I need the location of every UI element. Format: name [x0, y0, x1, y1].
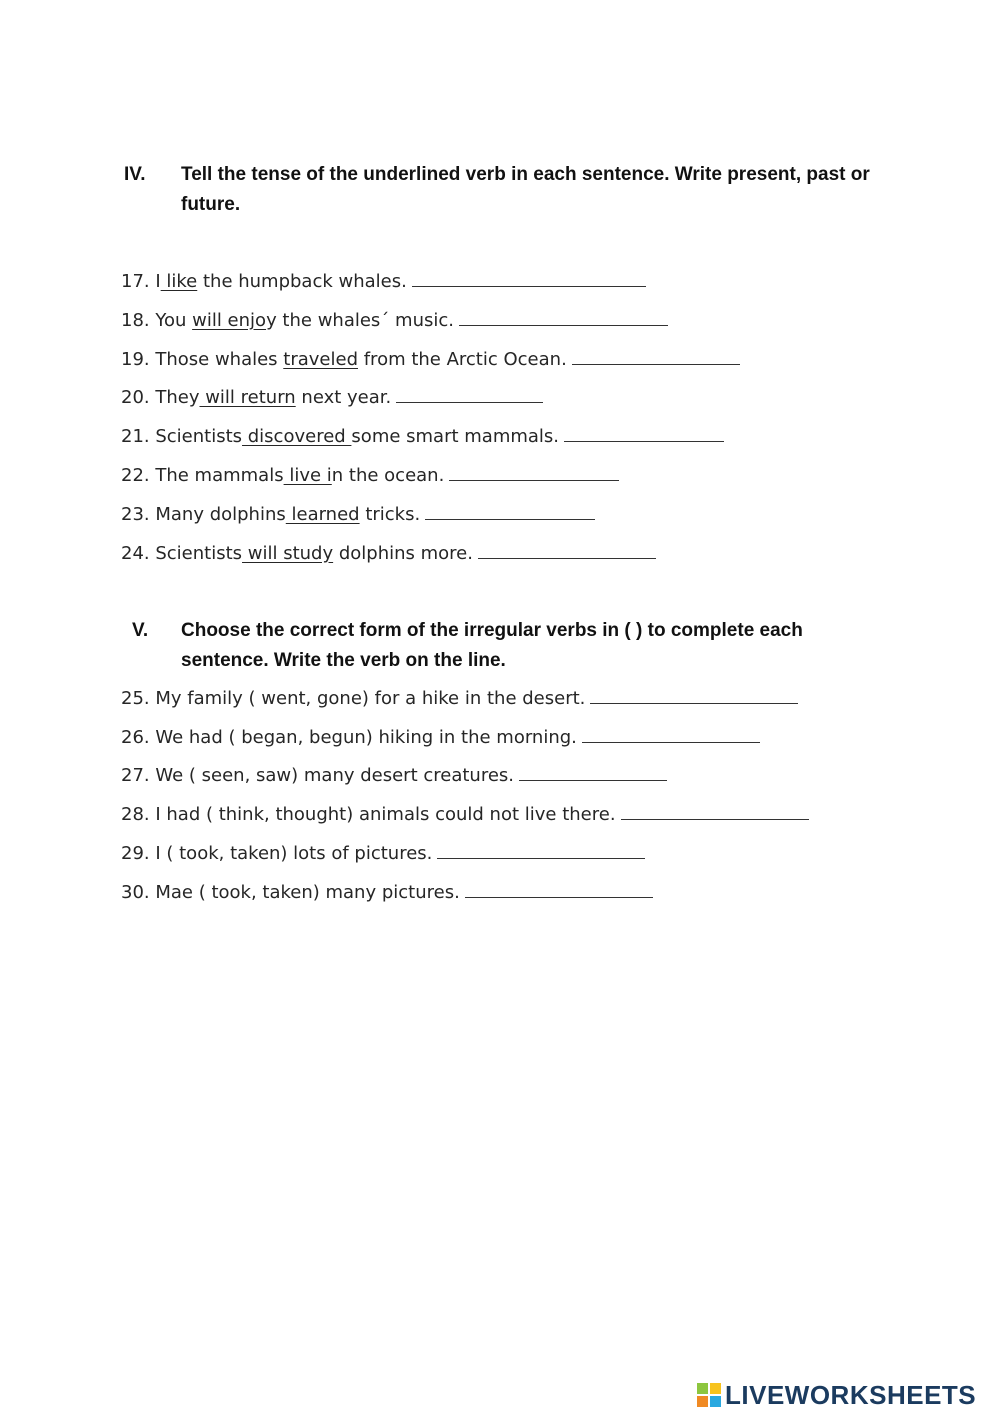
section-5-instructions: Choose the correct form of the irregular verbs in ( ) to complete each sentence. Write the verb on the line. [181, 620, 803, 671]
section-5-number: V. [132, 620, 149, 641]
answer-blank-23[interactable] [425, 502, 595, 520]
underlined-verb: learned [285, 504, 360, 525]
logo-square-blue [710, 1396, 721, 1407]
underlined-verb: will enjo [192, 310, 267, 331]
question-27: 27. We ( seen, saw) many desert creatures. [121, 763, 667, 788]
underlined-verb: will study [242, 543, 334, 564]
liveworksheets-logo-icon [697, 1383, 721, 1407]
logo-square-orange [697, 1396, 708, 1407]
logo-square-green [697, 1383, 708, 1394]
question-26: 26. We had ( began, begun) hiking in the morning. [121, 725, 760, 750]
answer-blank-26[interactable] [582, 725, 760, 743]
answer-blank-25[interactable] [590, 686, 798, 704]
answer-blank-27[interactable] [519, 763, 667, 781]
question-30: 30. Mae ( took, taken) many pictures. [121, 880, 653, 905]
answer-blank-24[interactable] [478, 541, 656, 559]
section-4-instructions: Tell the tense of the underlined verb in each sentence. Write present, past or future. [181, 164, 870, 215]
underlined-verb: like [160, 271, 198, 292]
underlined-verb: live i [283, 465, 332, 486]
answer-blank-19[interactable] [572, 347, 740, 365]
question-29: 29. I ( took, taken) lots of pictures. [121, 841, 645, 866]
answer-blank-18[interactable] [459, 308, 668, 326]
logo-square-yellow [710, 1383, 721, 1394]
question-28: 28. I had ( think, thought) animals could not live there. [121, 802, 809, 827]
answer-blank-30[interactable] [465, 880, 653, 898]
section-4-number: IV. [124, 164, 146, 185]
question-21: 21. Scientists discovered some smart mammals. [121, 424, 724, 449]
answer-blank-22[interactable] [449, 463, 619, 481]
answer-blank-29[interactable] [437, 841, 645, 859]
question-17: 17. I like the humpback whales. [121, 269, 646, 294]
underlined-verb: will return [199, 387, 296, 408]
answer-blank-17[interactable] [412, 269, 646, 287]
question-23: 23. Many dolphins learned tricks. [121, 502, 595, 527]
question-24: 24. Scientists will study dolphins more. [121, 541, 656, 566]
question-25: 25. My family ( went, gone) for a hike in the desert. [121, 686, 798, 711]
answer-blank-21[interactable] [564, 424, 724, 442]
liveworksheets-logo[interactable] [697, 1378, 976, 1412]
question-18: 18. You will enjoy the whales´ music. [121, 308, 668, 333]
answer-blank-20[interactable] [396, 385, 543, 403]
underlined-verb: discovered [242, 426, 352, 447]
question-20: 20. They will return next year. [121, 385, 543, 410]
answer-blank-28[interactable] [621, 802, 809, 820]
underlined-verb: traveled [283, 349, 358, 370]
liveworksheets-logo-text: LIVEWORKSHEETS [725, 1379, 977, 1410]
question-22: 22. The mammals live in the ocean. [121, 463, 619, 488]
question-19: 19. Those whales traveled from the Arctic Ocean. [121, 347, 740, 372]
